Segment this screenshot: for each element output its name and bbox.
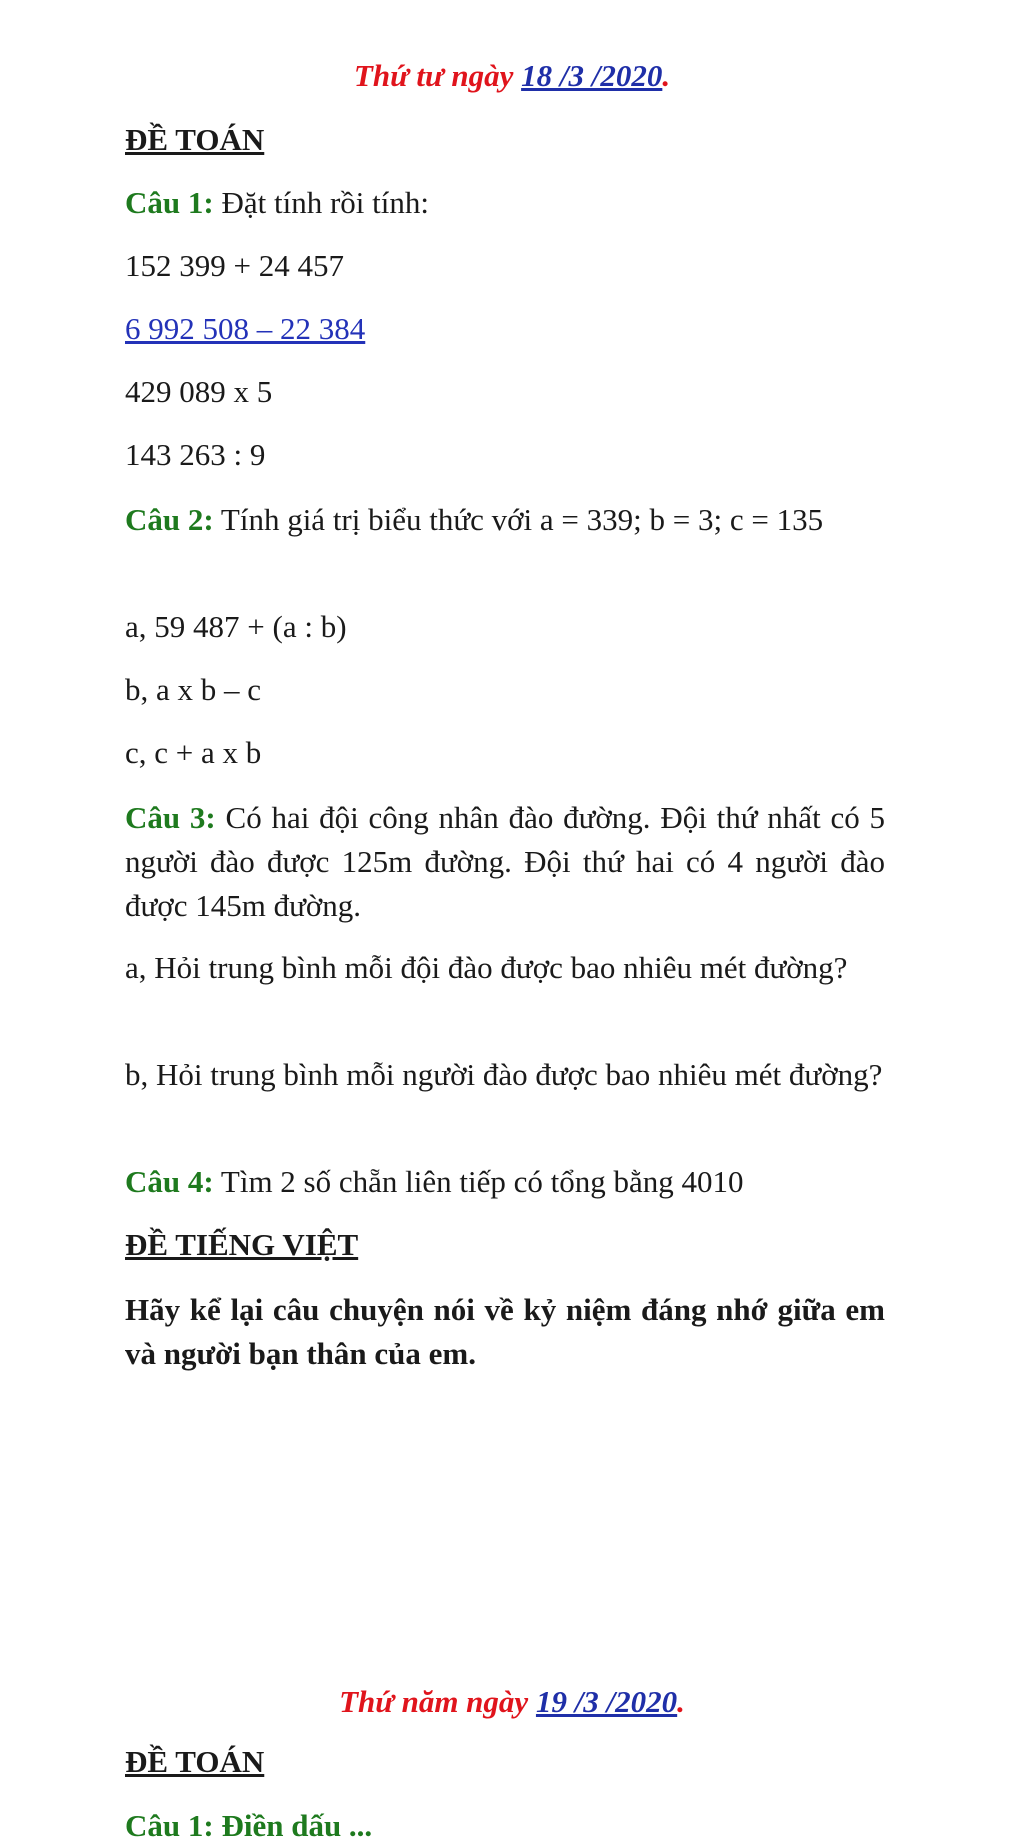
- day2-date-line: [0, 1680, 1024, 1724]
- q1-item-2[interactable]: 6 992 508 – 22 384: [125, 311, 366, 346]
- q4-text: Tìm 2 số chẵn liên tiếp có tổng bằng 4010: [213, 1164, 744, 1199]
- q1-item-4: 143 263 : 9: [125, 437, 266, 472]
- day1-date-line: [0, 54, 1024, 98]
- q1-label: Câu 1:: [125, 185, 214, 220]
- day1-math-heading: ĐỀ TOÁN: [125, 122, 265, 157]
- day2-date-suffix: .: [677, 1684, 685, 1719]
- day2-math-heading: ĐỀ TOÁN: [125, 1744, 265, 1779]
- q4-label: Câu 4:: [125, 1164, 214, 1199]
- day1-date-value: 18 /3 /2020: [521, 58, 663, 93]
- q1-text: Đặt tính rồi tính:: [213, 185, 429, 220]
- day2-date-prefix: Thứ năm ngày: [339, 1684, 536, 1719]
- q2-label: Câu 2:: [125, 502, 214, 537]
- q1-item-1: 152 399 + 24 457: [125, 248, 344, 283]
- q3-part-b: b, Hỏi trung bình mỗi người đào được bao nhiêu mét đường?: [125, 1057, 883, 1092]
- day1-viet-task: Hãy kể lại câu chuyện nói về kỷ niệm đáng nhớ giữa em và người bạn thân của em.: [125, 1292, 885, 1371]
- q3-label: Câu 3:: [125, 800, 216, 835]
- q1-line: [125, 181, 885, 225]
- q4-line: [125, 1160, 885, 1204]
- q1-item-3: 429 089 x 5: [125, 374, 273, 409]
- q2-item-b: b, a x b – c: [125, 672, 262, 707]
- day2-q1-partial: Câu 1: Điền dấu ...: [125, 1808, 373, 1843]
- day1-date-prefix: Thứ tư ngày: [353, 58, 522, 93]
- q2-item-c: c, c + a x b: [125, 735, 262, 770]
- day1-date-suffix: .: [662, 58, 671, 93]
- q3-line: [125, 796, 885, 928]
- q3-text: Có hai đội công nhân đào đường. Đội thứ nhất có 5 người đào được 125m đường. Đội thứ hai có 4 người đào được 145m đường.: [125, 800, 885, 923]
- q2-line: [125, 498, 885, 542]
- day2-date-value: 19 /3 /2020: [535, 1684, 678, 1719]
- day1-viet-heading: ĐỀ TIẾNG VIỆT: [125, 1227, 359, 1262]
- q2-item-a: a, 59 487 + (a : b): [125, 609, 347, 644]
- q2-text: Tính giá trị biểu thức với a = 339; b = 3; c = 135: [213, 502, 824, 537]
- day2-cutoff-line: [0, 1790, 1024, 1843]
- q3-part-a: a, Hỏi trung bình mỗi đội đào được bao nhiêu mét đường?: [125, 950, 848, 985]
